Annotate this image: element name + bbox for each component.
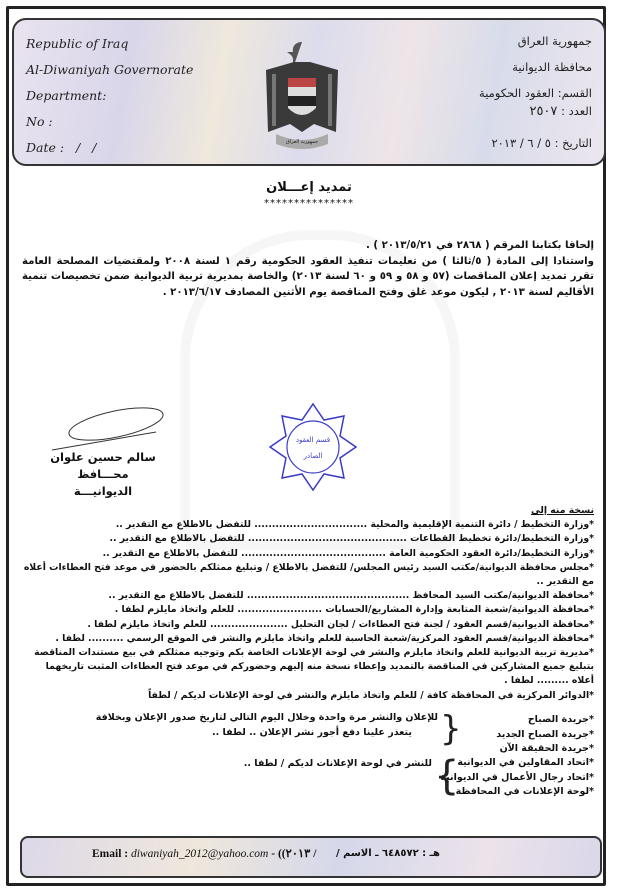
letterhead-ar-date: التاريخ : ٥ / ٦ / ٢٠١٣ [491,136,592,150]
svg-text:الصادر: الصادر [303,452,323,460]
email-label: Email : [92,848,129,860]
board-item: *اتحاد المقاولين في الديوانية [457,757,594,768]
newspaper-item: *جريدة الصباح الجديد [496,728,594,740]
list-item: *محافظة الديوانية/مكتب السيد المحافظ .............................................. للتفضل بالاطلاع مع التقدير .. [108,590,594,602]
list-item: *الدوائر المركزية في المحافظة كافة / للعلم واتخاذ مايلزم والنشر في لوحة الإعلانات لديكم / لطفاً [148,689,594,701]
newspapers-note [96,711,438,740]
list-item: *وزارة التخطيط/دائرة تخطيط القطاعات ............................................. للتفضل بالاطلاع مع التقدير .. [109,533,594,545]
svg-text:قسم العقود: قسم العقود [295,436,331,444]
emblem-caption: جمهورية العراق [285,139,319,145]
list-item: *مديرية تربية الديوانية للعلم واتخاذ مايلزم والنشر في لوحة الإعلانات الخاصة بكم وتوجيه ممثلكم في بيع مستندات المناقصة بتبليغ جميع المشاركين في المناقصة بالتمديد وإعطاء نسخة منه إليهم وحضوركم في موعد فتح العطاءات المثبت تاريخهما أعلاه ......... لطفا . [34,647,594,687]
newspapers-note-line: يتعذر علينا دفع أجور نشر الإعلان .. لطفا .. [212,726,412,738]
list-item: *مجلس محافظة الديوانية/مكتب السيد رئيس المجلس/ للتفضل بالاطلاع / وتبليغ ممثلكم بالحضور في موعد فتح العطاءات أعلاه مع التقدير .. [23,561,594,588]
signatory [48,449,158,500]
body-paragraph-main: واستنادا إلى المادة ( ٥/ثالثا ) من تعليمات تنفيذ العقود الحكومية رقم ١ لسنة ٢٠٠٨ ولمقتضيات المصلحة العامة تقرر تمديد إعلان المناقصات (٥٧ و ٥٨ و ٥٩ و ٦٠ لسنة ٢٠١٣) والخاصة بمديرية تربية الديوانية ضمن تخصيصات تنمية الأقاليم لسنة ٢٠١٣ , ليكون موعد غلق وفتح المناقصة يوم الأثنين المصادف ٢٠١٣/٦/١٧ . [22,255,594,298]
distribution-heading: نسخة منه إلى [530,505,594,516]
list-item: *وزارة التخطيط / دائرة التنمية الإقليمية والمحلية ................................ للتفضل بالاطلاع مع التقدير .. [115,519,594,531]
letterhead-en-republic: Republic of Iraq [26,36,129,51]
brace: { [434,753,460,799]
email-suffix: - ((٢٠١٣ / [271,848,317,860]
newspapers-note-line: للإعلان والنشر مرة واحدة وخلال اليوم التالي لتاريخ صدور الإعلان وبخلافة [95,712,438,723]
board-item: *لوحة الإعلانات في المحافظة [455,786,594,797]
letterhead-en-department: Department: [26,88,107,103]
body-paragraph-reference: إلحاقا بكتابنا المرقم ( ٢٨٦٨ في ٢٠١٣/٥/٢١ ) . [365,240,594,251]
iraq-eagle-emblem-icon [262,36,342,154]
letterhead-en-governorate: Al-Diwaniyah Governorate [26,62,194,77]
board-item: *اتحاد رجال الأعمال في الديوانية [440,771,594,783]
official-stamp [268,402,358,492]
letter-body [22,238,594,300]
email-address[interactable]: diwaniyah_2012@yahoo.com [130,848,269,860]
list-item: *محافظة الديوانية/قسم العقود / لجنة فتح العطاءات / لجان التحليل ...................... للعلم واتخاذ مايلزم لطفا . [87,618,594,630]
boards-note: للنشر في لوحة الإعلانات لديكم / لطفا .. [243,758,432,769]
list-item: *محافظة الديوانية/شعبة المتابعة وإدارة المشاريع/الحسابات ........................ للعلم واتخاذ مايلزم لطفا . [114,604,594,616]
letterhead-ar-department: القسم: العقود الحكومية [479,86,592,100]
newspapers-list [496,713,594,757]
title-stars: *************** [264,198,354,209]
letterhead [12,18,606,166]
list-item: *محافظة الديوانية/قسم العقود المركزية/شعبة الحاسبة للعلم واتخاذ مايلزم والنشر في الموقع الرسمي .......... لطفا . [55,632,594,644]
letterhead-en-date: Date : / / [26,140,97,155]
letterhead-ar-republic: جمهورية العراق [517,34,592,48]
number-label: العدد : [561,104,592,118]
document-title: تمديد إعـــلان [266,180,352,195]
signatory-position: محـــافظ الديوانيـــة [73,467,133,498]
footer-phone: هـ : ٦٤٨٥٧٢ ـ الاسم / [335,848,440,859]
letterhead-ar-number [529,104,592,119]
distribution-list [22,504,594,703]
newspaper-item: *جريدة الحقيقة الآن [499,743,594,754]
signatory-name: سالم حسين علوان [50,450,156,464]
letterhead-en-number: No : [26,114,53,129]
number-value: ٢٥٠٧ [529,104,558,119]
boards-list [440,756,594,800]
list-item: *وزارة التخطيط/دائرة العقود الحكومية العامة ......................................... للتفضل بالاطلاع مع التقدير .. [102,547,594,559]
letterhead-ar-governorate: محافظة الديوانية [512,60,592,74]
newspaper-item: *جريدة الصباح [527,714,594,725]
brace: } [440,709,462,749]
footer [20,836,602,878]
footer-email [92,846,316,860]
